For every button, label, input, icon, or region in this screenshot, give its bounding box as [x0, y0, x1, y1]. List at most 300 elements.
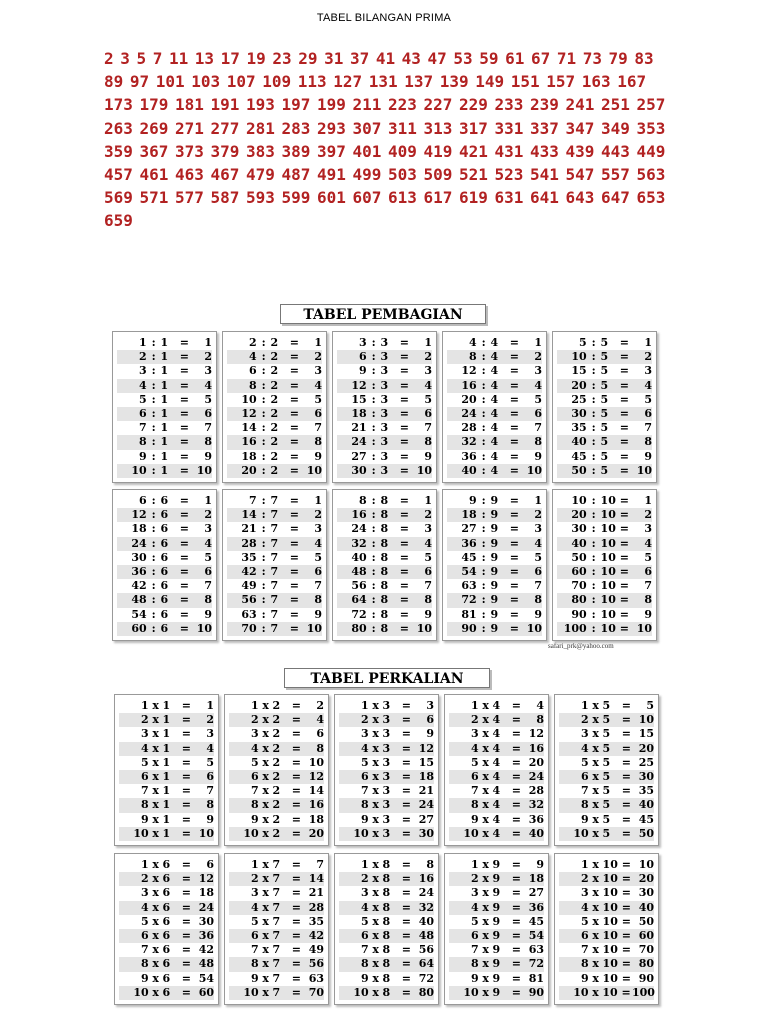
result: 4 [536, 699, 544, 712]
operand: 7 [272, 900, 281, 914]
operator: x [592, 727, 599, 741]
table-row [447, 494, 542, 508]
dividend-or-factor: 100 [563, 621, 587, 635]
dividend-or-factor: 42 [241, 564, 257, 578]
operand: 10 [600, 621, 616, 635]
result: 2 [206, 713, 214, 727]
operator: x [372, 784, 379, 798]
operand: 2 [270, 378, 279, 392]
table-row [339, 784, 434, 798]
operator: x [262, 971, 269, 985]
equals-sign: = [399, 449, 409, 463]
equals-sign: = [289, 406, 299, 420]
prime-number: 367 [139, 141, 169, 161]
operand: 3 [382, 713, 391, 727]
prime-number: 467 [210, 165, 240, 185]
table-row [449, 957, 544, 971]
result: 10 [196, 463, 212, 477]
dividend-or-factor: 1 [471, 858, 479, 871]
operator: x [372, 826, 379, 840]
dividend-or-factor: 27 [461, 522, 477, 536]
prime-number: 563 [636, 165, 666, 185]
operand: 3 [382, 826, 391, 840]
dividend-or-factor: 2 [141, 713, 149, 727]
result: 6 [314, 564, 322, 578]
prime-number: 313 [423, 118, 453, 138]
prime-number: 47 [427, 49, 447, 68]
prime-number: 163 [581, 72, 611, 92]
equals-sign: = [511, 886, 521, 900]
operand: 6 [160, 607, 169, 621]
operand: 7 [270, 621, 279, 635]
prime-number: 557 [601, 165, 630, 185]
operator: : [261, 406, 266, 420]
operator: x [262, 886, 269, 900]
operator: : [261, 449, 266, 463]
equals-sign: = [291, 858, 301, 871]
operand: 5 [602, 699, 611, 712]
dividend-or-factor: 3 [139, 364, 147, 378]
result: 45 [638, 812, 654, 826]
equals-sign: = [289, 494, 299, 507]
table-row [119, 742, 214, 756]
table-row [559, 784, 654, 798]
prime-number: 173 [104, 95, 133, 115]
operator: x [482, 713, 489, 727]
equals-sign: = [291, 784, 301, 798]
dividend-or-factor: 2 [141, 872, 149, 886]
dividend-or-factor: 4 [471, 741, 479, 755]
operand: 10 [602, 943, 618, 957]
table-row [449, 858, 544, 872]
table-row [339, 813, 434, 827]
operator: x [262, 957, 269, 971]
equals-sign: = [181, 755, 191, 769]
result: 7 [644, 421, 652, 435]
operand: 7 [270, 607, 279, 621]
result: 90 [528, 985, 544, 999]
operator: x [482, 769, 489, 783]
equals-sign: = [399, 350, 409, 364]
prime-number: 593 [246, 188, 275, 208]
equals-sign: = [401, 943, 411, 957]
result: 9 [204, 449, 212, 463]
dividend-or-factor: 6 [471, 928, 479, 942]
dividend-or-factor: 8 [469, 350, 477, 364]
result: 49 [308, 943, 324, 957]
table-row [117, 494, 212, 508]
result: 7 [534, 579, 542, 593]
result: 3 [424, 522, 432, 536]
dividend-or-factor: 5 [139, 392, 147, 406]
table-row [447, 464, 542, 478]
prime-number: 263 [104, 118, 133, 138]
result: 35 [308, 914, 324, 928]
operand: 5 [602, 798, 611, 812]
operand: 10 [602, 886, 618, 900]
result: 45 [528, 914, 544, 928]
operator: : [591, 463, 596, 477]
table-row [339, 742, 434, 756]
equals-sign: = [399, 621, 409, 635]
operand: 7 [270, 494, 279, 507]
dividend-or-factor: 9 [581, 812, 589, 826]
operator: x [482, 755, 489, 769]
dividend-or-factor: 36 [461, 449, 477, 463]
prime-number: 647 [601, 188, 630, 208]
operand: 8 [382, 928, 391, 942]
table-row [229, 858, 324, 872]
operator: : [481, 536, 486, 550]
equals-sign: = [181, 985, 191, 999]
equals-sign: = [401, 826, 411, 840]
operator: : [481, 392, 486, 406]
dividend-or-factor: 8 [471, 798, 479, 812]
result: 72 [418, 971, 434, 985]
prime-number: 89 [104, 72, 124, 92]
result: 2 [644, 350, 652, 364]
result: 60 [638, 928, 654, 942]
table-row [559, 827, 654, 841]
table-row [229, 972, 324, 986]
prime-number: 439 [565, 141, 595, 161]
table-row [557, 407, 652, 421]
table-row [447, 407, 542, 421]
equals-sign: = [619, 550, 629, 564]
prime-number: 641 [530, 188, 559, 208]
dividend-or-factor: 7 [471, 784, 479, 798]
prime-number: 569 [104, 188, 133, 208]
table-row [339, 798, 434, 812]
prime-number: 131 [368, 72, 398, 92]
result: 5 [644, 550, 652, 564]
result: 20 [638, 872, 654, 886]
result: 10 [416, 463, 432, 477]
operand: 7 [272, 943, 281, 957]
prime-number: 193 [246, 95, 275, 115]
equals-sign: = [619, 449, 629, 463]
table-row [119, 872, 214, 886]
dividend-or-factor: 56 [241, 593, 257, 607]
result: 9 [536, 858, 544, 871]
result: 9 [426, 727, 434, 741]
dividend-or-factor: 12 [131, 508, 147, 522]
equals-sign: = [289, 463, 299, 477]
result: 5 [424, 550, 432, 564]
result: 2 [644, 508, 652, 522]
prime-number: 29 [298, 49, 318, 68]
dividend-or-factor: 20 [241, 463, 257, 477]
table-row [447, 608, 542, 622]
equals-sign: = [179, 607, 189, 621]
dividend-or-factor: 54 [461, 564, 477, 578]
credit-email: safari_prk@yahoo.com [548, 642, 614, 650]
equals-sign: = [179, 364, 189, 378]
dividend-or-factor: 8 [361, 798, 369, 812]
equals-sign: = [619, 593, 629, 607]
operand: 10 [600, 494, 616, 507]
result: 81 [528, 971, 544, 985]
equals-sign: = [621, 727, 631, 741]
prime-number: 53 [453, 49, 473, 68]
dividend-or-factor: 35 [241, 550, 257, 564]
dividend-or-factor: 63 [461, 579, 477, 593]
result: 6 [426, 713, 434, 727]
operand: 10 [600, 593, 616, 607]
operand: 4 [490, 421, 499, 435]
operator: x [592, 713, 599, 727]
result: 24 [198, 900, 214, 914]
operand: 9 [490, 607, 499, 621]
operand: 7 [270, 593, 279, 607]
table-row [447, 593, 542, 607]
operator: : [591, 564, 596, 578]
table-row [337, 407, 432, 421]
table-row [337, 579, 432, 593]
table-row [337, 608, 432, 622]
result: 8 [424, 435, 432, 449]
operand: 9 [490, 564, 499, 578]
prime-number: 97 [129, 72, 150, 92]
dividend-or-factor: 12 [461, 364, 477, 378]
equals-sign: = [179, 350, 189, 364]
prime-number: 43 [401, 49, 421, 68]
operator: : [261, 522, 266, 536]
operand: 3 [380, 364, 389, 378]
operator: : [371, 593, 376, 607]
operator: : [261, 579, 266, 593]
prime-number: 503 [388, 165, 417, 185]
operand: 4 [492, 727, 501, 741]
equals-sign: = [291, 971, 301, 985]
operator: x [482, 914, 489, 928]
result: 36 [198, 928, 214, 942]
table-row [119, 972, 214, 986]
operator: : [151, 536, 156, 550]
prime-number: 379 [210, 141, 240, 161]
operator: : [371, 494, 376, 507]
prime-number: 167 [617, 72, 647, 92]
operand: 2 [270, 435, 279, 449]
operand: 9 [490, 508, 499, 522]
dividend-or-factor: 3 [471, 727, 479, 741]
equals-sign: = [509, 579, 519, 593]
prime-number: 443 [601, 141, 630, 161]
table-row [447, 508, 542, 522]
equals-sign: = [619, 607, 629, 621]
prime-number: 523 [494, 165, 524, 185]
dividend-or-factor: 2 [581, 872, 589, 886]
dividend-or-factor: 9 [141, 812, 149, 826]
dividend-or-factor: 10 [463, 985, 479, 999]
dividend-or-factor: 70 [241, 621, 257, 635]
equals-sign: = [179, 522, 189, 536]
table-row [449, 901, 544, 915]
dividend-or-factor: 7 [471, 943, 479, 957]
result: 8 [314, 435, 322, 449]
result: 8 [644, 435, 652, 449]
table-row [337, 593, 432, 607]
prime-number: 277 [210, 118, 240, 138]
operator: : [591, 508, 596, 522]
result: 2 [314, 508, 322, 522]
operand: 5 [602, 713, 611, 727]
table-row [339, 827, 434, 841]
dividend-or-factor: 6 [141, 928, 149, 942]
dividend-or-factor: 24 [351, 522, 367, 536]
result: 72 [528, 957, 544, 971]
equals-sign: = [289, 449, 299, 463]
operand: 9 [490, 550, 499, 564]
result: 9 [424, 449, 432, 463]
table-row [229, 813, 324, 827]
operand: 7 [272, 872, 281, 886]
result: 5 [314, 392, 322, 406]
result: 9 [534, 607, 542, 621]
table-row [557, 450, 652, 464]
result: 2 [204, 508, 212, 522]
prime-number: 653 [636, 188, 666, 208]
operand: 7 [272, 858, 281, 871]
dividend-or-factor: 9 [469, 494, 477, 507]
equals-sign: = [399, 406, 409, 420]
operator: x [482, 985, 489, 999]
equals-sign: = [401, 755, 411, 769]
equals-sign: = [621, 812, 631, 826]
table-row [447, 421, 542, 435]
table-row [559, 901, 654, 915]
operator: x [372, 914, 379, 928]
operator: x [372, 755, 379, 769]
operator: : [151, 378, 156, 392]
result: 10 [308, 755, 324, 769]
table-row [117, 537, 212, 551]
dividend-or-factor: 48 [351, 564, 367, 578]
result: 21 [308, 886, 324, 900]
table-row [229, 784, 324, 798]
result: 3 [314, 522, 322, 536]
dividend-or-factor: 60 [571, 564, 587, 578]
table-row [447, 579, 542, 593]
prime-number: 83 [634, 49, 654, 68]
operator: : [371, 564, 376, 578]
division-table-1 [112, 331, 217, 483]
result: 28 [308, 900, 324, 914]
table-row [559, 943, 654, 957]
result: 6 [644, 406, 652, 420]
operand: 7 [272, 886, 281, 900]
result: 1 [206, 699, 214, 712]
operator: : [591, 621, 596, 635]
table-row [119, 699, 214, 713]
result: 4 [204, 378, 212, 392]
dividend-or-factor: 6 [251, 928, 259, 942]
equals-sign: = [399, 494, 409, 507]
operand: 6 [162, 914, 171, 928]
dividend-or-factor: 14 [241, 508, 257, 522]
equals-sign: = [291, 812, 301, 826]
equals-sign: = [509, 406, 519, 420]
prime-number: 269 [139, 118, 169, 138]
prime-number: 359 [104, 141, 133, 161]
result: 1 [534, 336, 542, 349]
table-row [119, 858, 214, 872]
equals-sign: = [401, 812, 411, 826]
operator: : [591, 550, 596, 564]
dividend-or-factor: 5 [361, 914, 369, 928]
prime-number: 101 [155, 72, 185, 92]
result: 100 [632, 985, 655, 999]
result: 4 [644, 378, 652, 392]
result: 3 [206, 727, 214, 741]
operator: : [481, 494, 486, 507]
prime-number: 229 [459, 95, 488, 115]
dividend-or-factor: 1 [251, 858, 259, 871]
table-row [559, 770, 654, 784]
operator: x [372, 928, 379, 942]
equals-sign: = [179, 550, 189, 564]
equals-sign: = [179, 336, 189, 349]
table-row [449, 972, 544, 986]
table-row [119, 929, 214, 943]
operand: 2 [272, 812, 281, 826]
result: 5 [646, 699, 654, 712]
operator: x [372, 741, 379, 755]
table-row [559, 813, 654, 827]
operand: 6 [162, 928, 171, 942]
result: 1 [644, 336, 652, 349]
operator: x [152, 985, 159, 999]
prime-number: 41 [375, 49, 396, 68]
result: 7 [424, 421, 432, 435]
dividend-or-factor: 32 [461, 435, 477, 449]
operator: x [152, 886, 159, 900]
operand: 6 [162, 943, 171, 957]
equals-sign: = [401, 769, 411, 783]
operator: x [482, 858, 489, 871]
result: 10 [636, 463, 652, 477]
table-row [227, 336, 322, 350]
equals-sign: = [401, 727, 411, 741]
operand: 7 [270, 508, 279, 522]
operator: x [262, 826, 269, 840]
operator: : [151, 336, 156, 349]
table-row [559, 986, 654, 1000]
table-row [557, 421, 652, 435]
result: 18 [198, 886, 214, 900]
equals-sign: = [619, 350, 629, 364]
table-row [227, 393, 322, 407]
operand: 3 [382, 727, 391, 741]
equals-sign: = [511, 872, 521, 886]
table-row [117, 565, 212, 579]
operator: x [152, 812, 159, 826]
result: 27 [418, 812, 434, 826]
operator: x [372, 769, 379, 783]
dividend-or-factor: 8 [359, 494, 367, 507]
result: 3 [314, 364, 322, 378]
operand: 8 [382, 872, 391, 886]
operator: : [371, 508, 376, 522]
result: 24 [418, 798, 434, 812]
operand: 7 [272, 971, 281, 985]
equals-sign: = [621, 713, 631, 727]
dividend-or-factor: 9 [581, 971, 589, 985]
result: 64 [418, 957, 434, 971]
table-row [449, 813, 544, 827]
dividend-or-factor: 8 [251, 798, 259, 812]
prime-number: 659 [104, 211, 133, 231]
